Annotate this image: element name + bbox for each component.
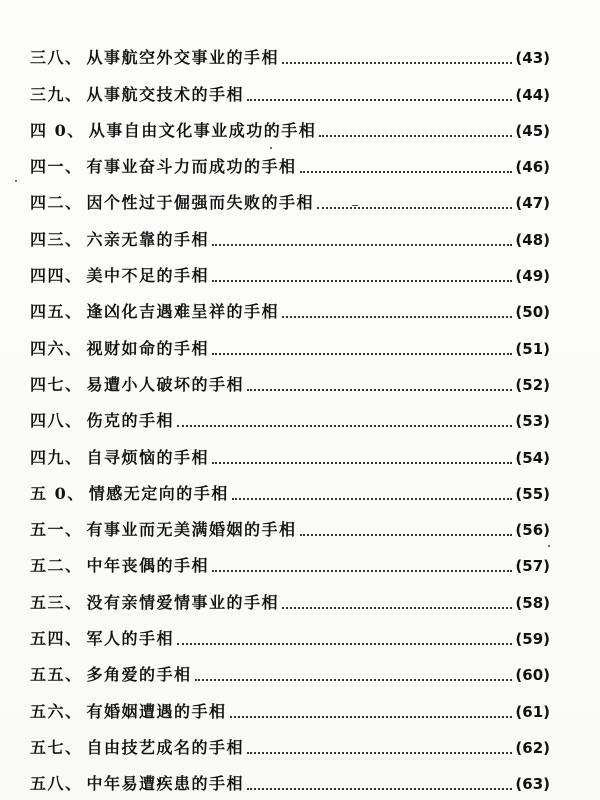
toc-entry-separator: 、 (65, 411, 83, 431)
toc-entry-title: 因个性过于倔强而失败的手相 (86, 193, 315, 213)
toc-entry-separator: 、 (65, 229, 83, 249)
toc-entry-title: 从事自由文化事业成功的手相 (88, 120, 317, 140)
table-of-contents (30, 32, 550, 794)
toc-entry-page: (60) (515, 666, 550, 685)
toc-entry (30, 177, 550, 213)
toc-entry-separator: 、 (65, 629, 83, 649)
toc-entry (30, 468, 550, 504)
toc-entry-page: (53) (515, 412, 550, 431)
dot-leader (195, 675, 513, 681)
toc-entry-separator: 、 (65, 447, 83, 467)
toc-entry-number: 四一 (30, 157, 66, 177)
toc-entry-separator: 、 (65, 266, 83, 286)
scan-speck (270, 147, 272, 149)
toc-entry-title: 从事航空外交事业的手相 (86, 48, 280, 68)
dot-leader (230, 712, 513, 718)
toc-entry-separator: 、 (65, 737, 83, 757)
toc-entry-number: 四八 (30, 411, 66, 431)
toc-entry-number: 四五 (30, 302, 66, 322)
scan-speck (352, 205, 358, 206)
dot-leader (247, 385, 512, 391)
toc-entry-page: (55) (515, 484, 550, 503)
toc-entry-separator: 、 (65, 520, 83, 540)
toc-entry-title: 自寻烦恼的手相 (86, 447, 210, 467)
toc-entry (30, 504, 550, 540)
toc-entry-number: 三八 (30, 48, 66, 68)
toc-entry-separator: 、 (67, 120, 85, 140)
dot-leader (247, 95, 512, 101)
toc-entry-title: 从事航交技术的手相 (86, 84, 245, 104)
toc-entry-page: (46) (515, 158, 550, 177)
toc-entry-separator: 、 (65, 374, 83, 394)
toc-entry-separator: 、 (65, 193, 83, 213)
dot-leader (212, 458, 512, 464)
toc-entry-page: (47) (515, 194, 550, 213)
dot-leader (317, 203, 512, 209)
toc-entry (30, 395, 550, 431)
toc-entry-title: 伤克的手相 (86, 411, 175, 431)
dot-leader (300, 530, 513, 536)
dot-leader (247, 748, 512, 754)
dot-leader (319, 131, 512, 137)
dot-leader (282, 58, 512, 64)
toc-entry-separator: 、 (65, 592, 83, 612)
toc-entry-title: 有事业奋斗力而成功的手相 (86, 157, 297, 177)
toc-entry (30, 540, 550, 576)
toc-entry-page: (57) (515, 557, 550, 576)
toc-entry-title: 逢凶化吉遇难呈祥的手相 (86, 302, 280, 322)
toc-entry (30, 250, 550, 286)
toc-entry-separator: 、 (65, 701, 83, 721)
scan-speck (15, 180, 17, 182)
toc-entry (30, 613, 550, 649)
toc-entry-number: 五七 (30, 737, 66, 757)
scan-speck (548, 545, 550, 547)
toc-entry-separator: 、 (65, 48, 83, 68)
toc-entry-page: (59) (515, 630, 550, 649)
dot-leader (282, 312, 512, 318)
dot-leader (212, 349, 512, 355)
dot-leader (177, 421, 512, 427)
toc-entry-title: 没有亲情爱情事业的手相 (86, 592, 280, 612)
toc-entry-separator: 、 (67, 483, 85, 503)
toc-entry-page: (58) (515, 593, 550, 612)
toc-entry (30, 68, 550, 104)
toc-entry-number: 四 0 (30, 120, 68, 140)
toc-entry-separator: 、 (65, 665, 83, 685)
toc-entry-page: (43) (515, 49, 550, 68)
toc-entry-separator: 、 (65, 774, 83, 794)
toc-entry-page: (56) (515, 521, 550, 540)
toc-entry-number: 五 0 (30, 483, 68, 503)
toc-entry-title: 有事业而无美满婚姻的手相 (86, 520, 297, 540)
toc-entry-number: 四六 (30, 338, 66, 358)
toc-entry-separator: 、 (65, 338, 83, 358)
dot-leader (247, 784, 512, 790)
toc-entry-title: 视财如命的手相 (86, 338, 210, 358)
toc-entry-page: (49) (515, 267, 550, 286)
toc-entry-title: 有婚姻遭遇的手相 (86, 701, 227, 721)
toc-entry-title: 多角爱的手相 (86, 665, 192, 685)
toc-entry-page: (51) (515, 339, 550, 358)
toc-entry-page: (52) (515, 375, 550, 394)
toc-entry (30, 213, 550, 249)
toc-entry-number: 三九 (30, 84, 66, 104)
toc-entry-number: 五四 (30, 629, 66, 649)
toc-entry-number: 四七 (30, 374, 66, 394)
toc-entry-title: 自由技艺成名的手相 (86, 737, 245, 757)
toc-entry-page: (62) (515, 738, 550, 757)
toc-entry-title: 中年丧偶的手相 (86, 556, 210, 576)
toc-entry (30, 359, 550, 395)
toc-entry-title: 易遭小人破坏的手相 (86, 374, 245, 394)
toc-entry-separator: 、 (65, 84, 83, 104)
toc-entry-separator: 、 (65, 556, 83, 576)
dot-leader (282, 603, 512, 609)
toc-entry (30, 105, 550, 141)
toc-entry-number: 五六 (30, 701, 66, 721)
toc-entry (30, 286, 550, 322)
dot-leader (300, 167, 513, 173)
toc-entry-number: 五二 (30, 556, 66, 576)
toc-entry-number: 五一 (30, 520, 66, 540)
dot-leader (212, 276, 512, 282)
toc-entry-page: (50) (515, 303, 550, 322)
dot-leader (177, 639, 512, 645)
toc-entry-title: 情感无定向的手相 (88, 483, 229, 503)
toc-entry-number: 四二 (30, 193, 66, 213)
toc-entry-number: 五五 (30, 665, 66, 685)
dot-leader (232, 494, 513, 500)
toc-entry (30, 758, 550, 794)
toc-entry-title: 美中不足的手相 (86, 266, 210, 286)
toc-entry-title: 六亲无靠的手相 (86, 229, 210, 249)
toc-entry-page: (48) (515, 230, 550, 249)
toc-entry-number: 四四 (30, 266, 66, 286)
toc-entry-page: (63) (515, 775, 550, 794)
toc-entry (30, 322, 550, 358)
toc-entry-page: (45) (515, 121, 550, 140)
toc-entry-page: (54) (515, 448, 550, 467)
toc-entry (30, 141, 550, 177)
toc-entry-title: 中年易遭疾患的手相 (86, 774, 245, 794)
toc-entry-title: 军人的手相 (86, 629, 175, 649)
toc-entry-number: 五八 (30, 774, 66, 794)
dot-leader (212, 240, 512, 246)
toc-entry-page: (61) (515, 702, 550, 721)
toc-entry-page: (44) (515, 85, 550, 104)
dot-leader (212, 566, 512, 572)
toc-entry-number: 四三 (30, 229, 66, 249)
toc-entry (30, 32, 550, 68)
toc-entry-separator: 、 (65, 302, 83, 322)
toc-entry-separator: 、 (65, 157, 83, 177)
toc-entry-number: 五三 (30, 592, 66, 612)
toc-entry-number: 四九 (30, 447, 66, 467)
toc-entry (30, 685, 550, 721)
toc-entry (30, 722, 550, 758)
toc-entry (30, 576, 550, 612)
toc-entry (30, 431, 550, 467)
toc-entry (30, 649, 550, 685)
